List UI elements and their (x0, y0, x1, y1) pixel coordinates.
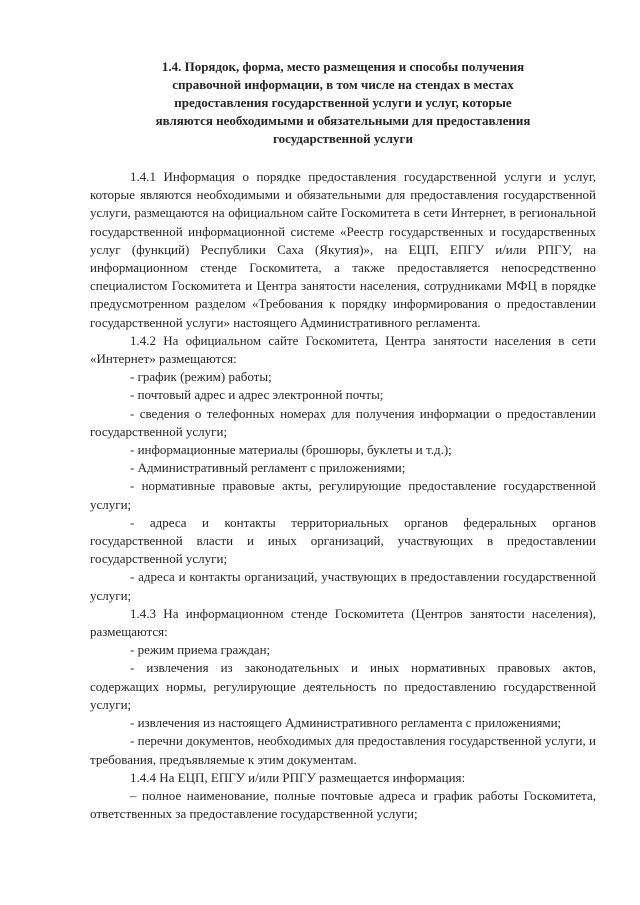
section-heading (90, 58, 596, 148)
list-item: - извлечения из настоящего Административного регламента с приложениями; (130, 715, 562, 731)
heading-line: являются необходимыми и обязательными для предоставления (155, 113, 531, 128)
paragraph-1-4-3: 1.4.3 На информационном стенде Госкомитета (Центров занятости населения), размещаются: (90, 605, 596, 640)
paragraph-1-4-2: 1.4.2 На официальном сайте Госкомитета, Центра занятости населения в сети «Интернет» размещаются: (90, 332, 596, 367)
heading-line: государственной услуги (273, 131, 413, 146)
list-item: - адреса и контакты территориальных органов федеральных органов государственной власти и иных организаций, участвующих в предоставлении государственной услуги; (90, 514, 596, 567)
list-item: - Административный регламент с приложениями; (130, 460, 406, 476)
heading-line: 1.4. Порядок, форма, место размещения и способы получения (161, 59, 525, 74)
list-item: – полное наименование, полные почтовые адреса и график работы Госкомитета, ответственных за предоставление государственной услуги; (90, 787, 596, 822)
paragraph-1-4-1: 1.4.1 Информация о порядке предоставления государственной услуги и услуг, которые являются необходимыми и обязательными для предоставления государственной услуги, размещаются на официальном сайте Госкомитета в сети Интернет, в региональной государственной информационной системе «Реестр государственных и государственных услуг (функций) Республики Саха (Якутия)», на ЕЦП, ЕПГУ и/или РПГУ, на информационном стенде Госкомитета, а также предоставляется непосредственно специалистом Госкомитета и Центра занятости населения, сотрудниками МФЦ в порядке предусмотренном разделом «Требования к порядку информирования о предоставлении государственной услуги» настоящего Административного регламента. (90, 169, 596, 330)
heading-line: справочной информации, в том числе на стендах в местах (172, 77, 514, 92)
list-item: - сведения о телефонных номерах для получения информации о предоставлении государственной услуги; (90, 405, 596, 439)
heading-line: предоставления государственной услуги и услуг, которые (174, 95, 512, 110)
list-item: - график (режим) работы; (130, 369, 272, 385)
document-body (90, 168, 596, 823)
list-item: - почтовый адрес и адрес электронной почты; (130, 387, 384, 403)
list-item: - извлечения из законодательных и иных нормативных правовых актов, содержащих нормы, регулирующие деятельность по предоставлению государственной услуги; (90, 660, 596, 712)
list-item: - режим приема граждан; (130, 642, 271, 658)
paragraph-1-4-4: 1.4.4 На ЕЦП, ЕПГУ и/или РПГУ размещается информация: (130, 769, 466, 785)
list-item: - адреса и контакты организаций, участвующих в предоставлении государственной услуги; (90, 569, 596, 603)
list-item: - перечни документов, необходимых для предоставления государственной услуги, и требования, предъявляемые к этим документам. (90, 733, 596, 767)
list-item: - нормативные правовые акты, регулирующие предоставление государственной услуги; (90, 478, 596, 512)
list-item: - информационные материалы (брошюры, буклеты и т.д.); (130, 442, 452, 458)
